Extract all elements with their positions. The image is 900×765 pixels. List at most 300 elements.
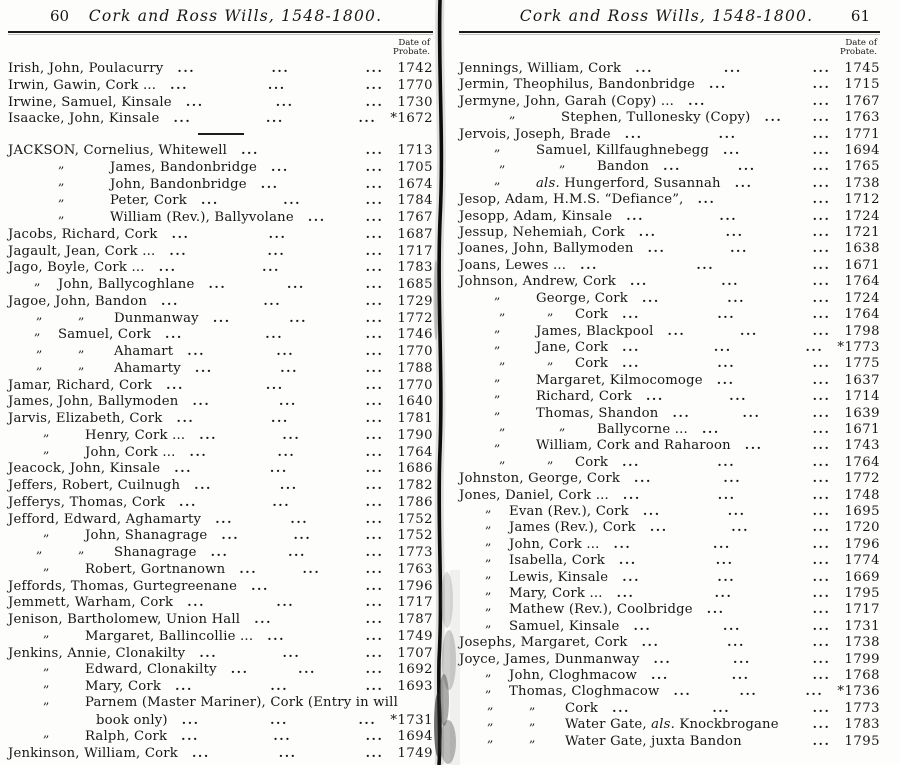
entry-name: Samuel, Killfaughnebegg — [536, 143, 710, 159]
leader-dot-group: ... — [729, 388, 748, 404]
leader-dot-group: ... — [181, 728, 200, 744]
leader-dot-group: ... — [653, 650, 672, 666]
will-entry-row — [459, 450, 880, 470]
leader-dot-group: ... — [262, 259, 280, 275]
leader-dots — [173, 343, 395, 358]
probate-year: 1717 — [844, 602, 880, 618]
leader-dot-group: ... — [622, 568, 641, 584]
entry-name: Henry, Cork ... — [85, 427, 186, 443]
leader-dot-group: ... — [739, 683, 758, 699]
leader-dots — [160, 460, 395, 475]
will-entry-row — [459, 335, 880, 355]
probate-year: 1770 — [397, 344, 433, 359]
leader-dot-group: ... — [265, 376, 284, 392]
leader-dot-group: ... — [812, 601, 831, 617]
leader-dots — [632, 388, 842, 403]
leader-dot-group: ... — [812, 371, 831, 387]
ditto-mark: „ — [487, 696, 494, 712]
ditto-mark: „ — [78, 541, 85, 556]
entry-name: Samuel, Cork — [58, 327, 152, 343]
leader-dots — [693, 601, 843, 616]
will-entry-row — [459, 319, 880, 339]
leader-dot-group: ... — [260, 175, 279, 191]
entry-name: Jeacock, John, Kinsale — [8, 461, 161, 477]
entry-name: Irwin, Gawin, Cork ... — [8, 77, 157, 93]
entry-name: Jamar, Richard, Cork — [8, 377, 153, 393]
leader-dot-group: ... — [365, 209, 384, 224]
leader-dot-group: ... — [212, 309, 231, 325]
ditto-mark: „ — [494, 335, 501, 351]
will-entry-row — [8, 578, 433, 595]
ditto-mark: „ — [78, 306, 85, 322]
probate-year: 1773 — [844, 700, 880, 716]
leader-dot-group: ... — [812, 650, 831, 666]
leader-dot-group: ... — [713, 535, 731, 551]
leader-dots — [628, 290, 843, 305]
probate-year: 1731 — [844, 618, 880, 634]
entry-name: Richard, Cork — [536, 389, 632, 405]
leader-dot-group: ... — [365, 745, 384, 760]
probate-year: 1721 — [844, 225, 880, 241]
leader-dot-group: ... — [279, 393, 297, 409]
leader-dot-group: ... — [717, 306, 736, 322]
leader-dots — [165, 494, 395, 509]
leader-dot-group: ... — [270, 711, 288, 727]
probate-year: 1798 — [844, 323, 880, 339]
ditto-mark: „ — [559, 155, 566, 171]
leader-dot-group: ... — [737, 158, 756, 174]
probate-year: 1738 — [844, 175, 880, 191]
leader-dot-group: ... — [365, 426, 384, 442]
probate-year: 1770 — [397, 77, 433, 93]
entry-name: Johnston, George, Cork — [459, 471, 621, 487]
leader-dot-group: ... — [365, 443, 384, 459]
leader-dot-group: ... — [688, 92, 706, 108]
will-entry-row — [8, 293, 433, 310]
leader-dot-group: ... — [177, 60, 196, 75]
entry-name: Jagault, Jean, Cork ... — [8, 243, 156, 259]
probate-year: 1763 — [397, 561, 433, 577]
leader-dot-group: ... — [716, 371, 735, 387]
leader-dot-group: ... — [812, 699, 831, 715]
probate-year: 1771 — [844, 126, 880, 142]
leader-dot-group: ... — [158, 259, 177, 275]
ditto-mark: „ — [485, 680, 492, 696]
will-entry-row — [459, 139, 880, 159]
probate-year: 1764 — [397, 444, 433, 460]
entry-name: Jacobs, Richard, Cork — [8, 226, 158, 242]
leader-dot-group: ... — [723, 470, 742, 486]
leader-dot-group: ... — [812, 76, 831, 92]
leader-dot-group: ... — [672, 404, 691, 420]
leader-dot-group: ... — [189, 443, 208, 459]
entry-name: Jagoe, John, Bandon — [8, 293, 148, 309]
leader-dot-group: ... — [365, 661, 384, 677]
will-entry-row — [459, 417, 880, 437]
page-number-left: 60 — [50, 7, 70, 25]
leader-dot-group: ... — [365, 678, 384, 693]
leader-dot-group: ... — [812, 437, 831, 453]
leader-dot-group: ... — [622, 306, 640, 322]
probate-year: *1736 — [837, 684, 880, 700]
probate-year: 1685 — [397, 277, 433, 292]
will-entry-row — [459, 126, 880, 142]
leader-dot-group: ... — [723, 617, 741, 633]
entry-name: Jarvis, Elizabeth, Cork — [8, 411, 163, 426]
section-divider — [198, 133, 244, 135]
leader-dot-group: ... — [265, 110, 284, 126]
entry-name: als. Hungerford, Susannah — [536, 175, 721, 191]
leader-dot-group: ... — [365, 343, 384, 358]
leader-dot-group: ... — [307, 209, 326, 224]
entry-name: James, John, Ballymoden — [8, 394, 179, 410]
leader-dots — [731, 437, 843, 452]
ditto-mark: „ — [499, 417, 506, 433]
leader-dot-group: ... — [812, 355, 831, 371]
probate-year: 1639 — [844, 405, 880, 421]
probate-year: 1745 — [844, 61, 880, 76]
entry-name: Jeffords, Thomas, Gurtegreenane — [8, 578, 238, 594]
leader-dots — [751, 109, 843, 124]
ditto-mark: „ — [485, 565, 492, 581]
leader-dot-group: ... — [613, 535, 632, 551]
leader-dot-group: ... — [812, 732, 831, 748]
will-entry-row — [459, 286, 880, 306]
leader-dot-group: ... — [731, 519, 750, 535]
probate-year: 1637 — [844, 372, 880, 388]
ditto-mark: „ — [78, 340, 85, 355]
leader-dots — [159, 110, 388, 125]
leader-dot-group: ... — [185, 93, 204, 109]
probate-year: 1772 — [397, 310, 433, 326]
probate-header-line1: Date of — [845, 38, 877, 48]
leader-dots — [197, 544, 396, 559]
entry-name: Joans, Lewes ... — [459, 257, 567, 273]
leader-dots — [605, 552, 843, 567]
probate-year: 1638 — [844, 241, 880, 257]
probate-year: 1790 — [397, 427, 433, 443]
leader-dot-group: ... — [365, 460, 384, 476]
entry-name: William (Rev.), Ballyvolane — [110, 210, 294, 225]
probate-year: 1767 — [844, 93, 880, 109]
leader-dot-group: ... — [170, 76, 189, 92]
leader-dot-group: ... — [713, 338, 732, 354]
will-entry-row — [459, 516, 880, 536]
ditto-mark: „ — [499, 155, 506, 171]
probate-year: 1783 — [844, 717, 880, 733]
leader-dot-group: ... — [271, 410, 289, 425]
probate-year: 1782 — [397, 478, 433, 493]
leader-dot-group: ... — [635, 60, 654, 75]
probate-year: 1720 — [844, 520, 880, 536]
probate-year: 1717 — [397, 595, 433, 611]
leader-dots — [695, 76, 842, 91]
probate-year: 1752 — [397, 511, 433, 527]
will-entry-row — [8, 460, 433, 477]
page-left-header — [8, 7, 433, 29]
probate-year: 1692 — [397, 662, 433, 678]
entry-name: Bandon — [597, 159, 650, 175]
will-entry-row — [8, 745, 433, 762]
entry-name: Parnem (Master Mariner), Cork (Entry in will — [85, 694, 399, 710]
ditto-mark: „ — [494, 171, 501, 187]
will-entry-row — [459, 352, 880, 372]
entries-list-left — [8, 60, 433, 762]
entry-name: Jesop, Adam, H.M.S. “Defiance”, — [459, 192, 684, 208]
ditto-mark: „ — [509, 106, 516, 122]
ditto-mark: „ — [499, 450, 506, 466]
leader-dot-group: ... — [174, 460, 193, 476]
entry-name: Isabella, Cork — [509, 553, 605, 569]
probate-year: 1671 — [844, 421, 880, 437]
ditto-mark: „ — [58, 206, 65, 221]
leader-dot-group: ... — [812, 453, 831, 469]
leader-dots — [167, 728, 395, 743]
leader-dot-group: ... — [365, 493, 384, 509]
will-entry-row — [8, 725, 433, 745]
running-title-right: Cork and Ross Wills, 1548-1800. — [519, 7, 814, 25]
leader-dots — [608, 355, 842, 370]
leader-dot-group: ... — [199, 426, 218, 442]
leader-dot-group: ... — [365, 276, 384, 291]
entry-name: Water Gate, als. Knockbrogane — [565, 717, 779, 733]
leader-dots — [654, 323, 843, 338]
leader-dot-group: ... — [812, 158, 831, 174]
entry-name: Johnson, Andrew, Cork — [459, 274, 616, 290]
entry-name: Isaacke, John, Kinsale — [8, 111, 160, 127]
leader-dot-group: ... — [618, 552, 637, 568]
ditto-mark: „ — [485, 598, 492, 614]
leader-dot-group: ... — [161, 292, 179, 308]
leader-dot-group: ... — [647, 240, 666, 256]
leader-dots — [709, 142, 842, 157]
leader-dots — [628, 634, 843, 649]
leader-dot-group: ... — [187, 594, 206, 610]
leader-dots — [621, 60, 842, 75]
entry-name: Josephs, Margaret, Cork — [459, 635, 628, 651]
leader-dot-group: ... — [365, 510, 384, 526]
will-entry-row — [8, 142, 433, 159]
probate-year: 1784 — [397, 193, 433, 209]
leader-dot-group: ... — [717, 486, 736, 502]
leader-dots — [742, 733, 843, 748]
leader-dot-group: ... — [199, 644, 218, 660]
will-entry-row — [8, 155, 433, 176]
probate-column-header-left — [8, 39, 433, 57]
leader-dots — [158, 226, 396, 241]
ditto-mark: „ — [494, 139, 501, 155]
leader-dot-group: ... — [731, 667, 750, 683]
leader-dot-group: ... — [175, 678, 193, 693]
leader-dot-group: ... — [267, 627, 286, 643]
entry-name: Shanagrage — [114, 545, 197, 560]
leader-dot-group: ... — [645, 388, 664, 404]
leader-dot-group: ... — [733, 650, 751, 666]
leader-dot-group: ... — [365, 477, 384, 492]
ditto-mark: „ — [485, 549, 492, 565]
leader-dot-group: ... — [812, 256, 831, 272]
will-entry-row — [459, 664, 880, 684]
probate-year: 1742 — [397, 61, 433, 76]
leader-dots — [185, 645, 395, 660]
entry-name: Ralph, Cork — [85, 729, 168, 745]
will-entry-row — [459, 713, 880, 733]
leader-dot-group: ... — [194, 477, 213, 492]
leader-dots — [566, 257, 842, 272]
entry-name: Cork — [575, 356, 609, 372]
probate-year: 1729 — [397, 293, 433, 309]
entry-name: Thomas, Cloghmacow — [509, 684, 660, 700]
probate-year: 1770 — [397, 377, 433, 393]
leader-dot-group: ... — [727, 634, 745, 650]
leader-dot-group: ... — [278, 745, 297, 760]
leader-dots — [598, 700, 842, 715]
will-entry-row — [459, 76, 880, 92]
probate-year: *1773 — [837, 339, 880, 355]
leader-dot-group: ... — [812, 535, 831, 551]
leader-dot-group: ... — [812, 470, 831, 486]
leader-dots — [294, 209, 396, 224]
leader-dot-group: ... — [192, 393, 211, 409]
leader-dot-group: ... — [289, 309, 308, 325]
will-entry-row — [8, 323, 433, 343]
leader-dot-group: ... — [641, 289, 660, 305]
leader-dot-group: ... — [663, 158, 681, 174]
leader-dot-group: ... — [365, 627, 384, 643]
leader-dot-group: ... — [742, 404, 761, 420]
ditto-mark: „ — [487, 729, 494, 745]
probate-year: 1694 — [844, 143, 880, 159]
will-entry-row — [8, 712, 433, 729]
leader-dot-group: ... — [624, 125, 643, 141]
ditto-mark: „ — [43, 691, 50, 707]
leader-dot-group: ... — [812, 191, 831, 207]
leader-dot-group: ... — [812, 92, 831, 108]
entry-name: John, Cloghmacow — [509, 668, 637, 684]
leader-dots — [194, 276, 395, 291]
entry-name: Mathew (Rev.), Coolbridge — [509, 602, 693, 618]
probate-year: 1712 — [844, 192, 880, 208]
will-entry-row — [459, 565, 880, 585]
leader-dot-group: ... — [365, 175, 384, 191]
leader-dot-group: ... — [715, 552, 734, 568]
entry-name: Jenkins, Annie, Clonakilty — [8, 645, 186, 661]
will-entry-row — [459, 434, 880, 454]
will-entry-row — [459, 155, 880, 175]
leader-dot-group: ... — [812, 486, 831, 502]
probate-year: 1764 — [844, 307, 880, 323]
ditto-mark: „ — [494, 401, 501, 417]
page-right-header — [459, 7, 880, 29]
probate-year: 1694 — [397, 729, 433, 745]
ditto-mark: „ — [36, 541, 43, 556]
leader-dot-group: ... — [272, 493, 291, 509]
probate-year: 1749 — [397, 628, 433, 644]
leader-dot-group: ... — [673, 683, 692, 699]
will-entry-row — [8, 624, 433, 645]
entry-name: Evan (Rev.), Cork — [509, 503, 629, 519]
entry-name: John, Shanagrage — [85, 528, 208, 544]
will-entry-row — [459, 171, 880, 191]
leader-dot-group: ... — [221, 527, 240, 543]
entry-name: John, Cork ... — [509, 536, 600, 552]
entry-name: Lewis, Kinsale — [509, 569, 609, 585]
leader-dot-group: ... — [717, 568, 736, 584]
leader-dot-group: ... — [805, 683, 824, 699]
will-entry-row — [8, 440, 433, 461]
leader-dot-group: ... — [714, 585, 733, 600]
will-entry-row — [8, 77, 433, 94]
probate-column-header-right — [459, 39, 880, 57]
entry-name: Margaret, Ballincollie ... — [85, 628, 254, 644]
leader-dot-group: ... — [270, 678, 289, 693]
leader-dot-group: ... — [251, 577, 269, 593]
leader-dots — [649, 158, 842, 173]
leader-dot-group: ... — [194, 359, 213, 375]
leader-dot-group: ... — [173, 110, 192, 126]
entry-name: James (Rev.), Cork — [509, 520, 636, 536]
leader-dots — [237, 578, 395, 593]
leader-dots — [660, 683, 836, 698]
will-entry-row — [459, 582, 880, 601]
leader-dot-group: ... — [287, 276, 305, 291]
leader-dot-group: ... — [365, 76, 384, 92]
leader-dot-group: ... — [812, 306, 831, 322]
leader-dot-group: ... — [667, 322, 686, 338]
page-right — [459, 0, 880, 749]
leader-dot-group: ... — [706, 601, 725, 617]
leader-dot-group: ... — [633, 617, 652, 633]
will-entry-row — [8, 611, 433, 628]
probate-header-line2: Probate. — [393, 47, 430, 57]
entry-name: Irwine, Samuel, Kinsale — [8, 94, 172, 110]
leader-dot-group: ... — [616, 585, 635, 600]
leader-dot-group: ... — [358, 711, 377, 727]
will-entry-row — [459, 487, 880, 503]
probate-year: 1724 — [844, 208, 880, 224]
leader-dot-group: ... — [649, 519, 668, 535]
will-entry-row — [459, 401, 880, 421]
probate-year: *1672 — [390, 111, 433, 127]
will-entry-row — [8, 477, 433, 494]
leader-dot-group: ... — [812, 502, 831, 518]
will-entry-row — [459, 303, 880, 323]
probate-year: 1767 — [397, 210, 433, 225]
leader-dot-group: ... — [365, 192, 384, 208]
entry-name: John, Ballycoghlane — [58, 277, 195, 292]
ditto-mark: „ — [485, 614, 492, 630]
header-rule-right — [459, 31, 880, 36]
leader-dots — [620, 618, 843, 633]
ditto-mark: „ — [494, 434, 501, 450]
leader-dots — [608, 454, 842, 469]
probate-year: 1796 — [844, 536, 880, 552]
leader-dot-group: ... — [612, 699, 630, 715]
probate-year: 1788 — [397, 360, 433, 376]
will-entry-row — [8, 393, 433, 410]
ditto-mark: „ — [499, 352, 506, 368]
leader-dot-group: ... — [812, 240, 831, 256]
will-entry-row — [8, 494, 433, 511]
leader-dot-group: ... — [179, 493, 197, 509]
will-entry-row — [8, 110, 433, 127]
probate-year: 1671 — [844, 257, 880, 273]
leader-dot-group: ... — [622, 486, 641, 502]
probate-year: 1775 — [844, 356, 880, 372]
leader-dot-group: ... — [812, 289, 831, 305]
will-entry-row — [8, 541, 433, 561]
leader-dot-group: ... — [642, 502, 661, 518]
